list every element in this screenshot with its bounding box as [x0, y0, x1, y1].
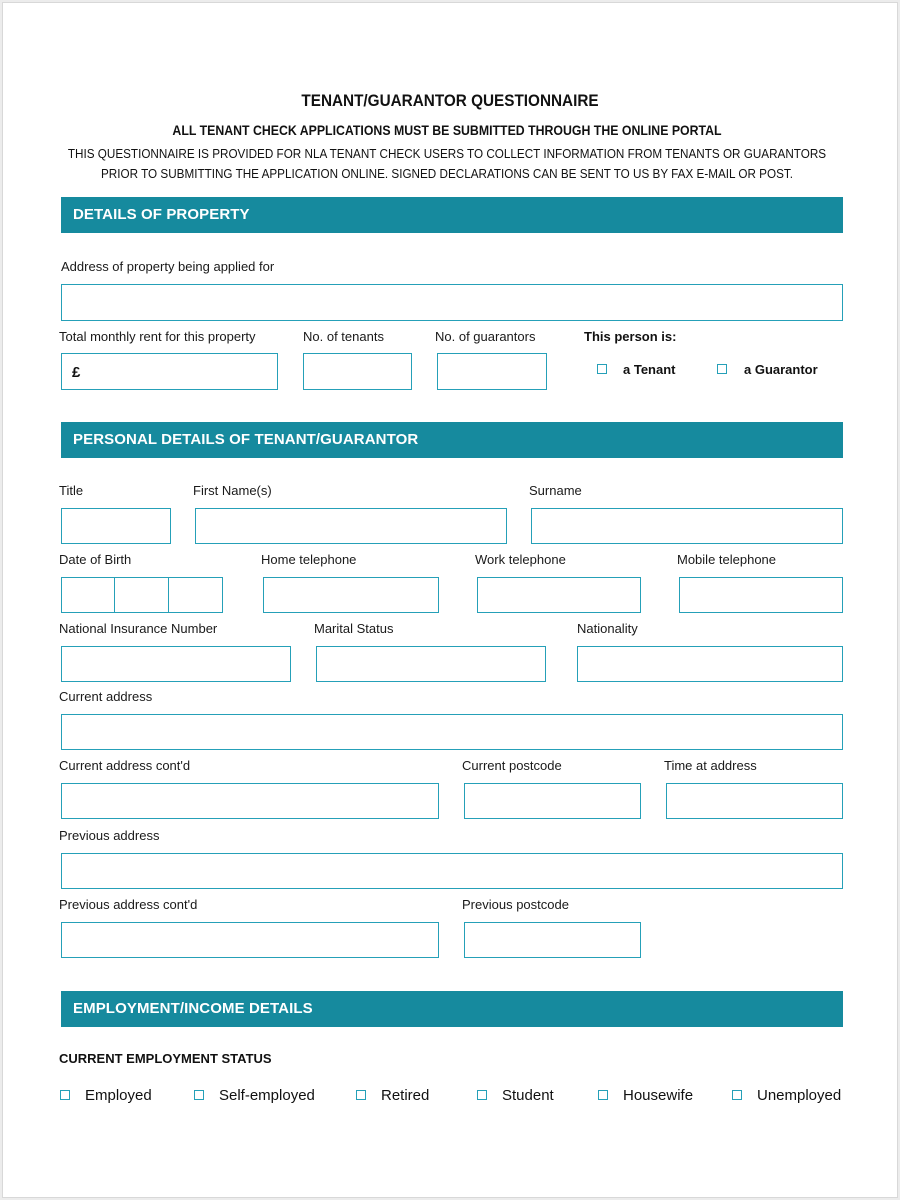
previous-address-contd-label: Previous address cont'd: [59, 897, 198, 912]
currency-symbol: £: [72, 364, 81, 381]
marital-status-label: Marital Status: [314, 621, 394, 636]
monthly-rent-label: Total monthly rent for this property: [59, 329, 256, 344]
employment-status-label: CURRENT EMPLOYMENT STATUS: [59, 1051, 272, 1066]
current-address-contd-label: Current address cont'd: [59, 758, 191, 773]
current-address-label: Current address: [59, 689, 153, 704]
unemployed-option-label: Unemployed: [757, 1087, 842, 1104]
monthly-rent-field[interactable]: [61, 353, 278, 390]
previous-address-contd-field[interactable]: [61, 922, 439, 958]
time-at-address-field[interactable]: [666, 783, 843, 819]
num-guarantors-label: No. of guarantors: [435, 329, 536, 344]
home-tel-label: Home telephone: [261, 552, 357, 567]
self-employed-checkbox[interactable]: [194, 1090, 204, 1100]
housewife-checkbox[interactable]: [598, 1090, 608, 1100]
retired-option-label: Retired: [381, 1087, 430, 1104]
marital-status-field[interactable]: [316, 646, 546, 682]
previous-address-label: Previous address: [59, 828, 160, 843]
previous-address-field[interactable]: [61, 853, 843, 889]
title-field[interactable]: [61, 508, 171, 544]
unemployed-checkbox[interactable]: [732, 1090, 742, 1100]
work-tel-field[interactable]: [477, 577, 641, 613]
dob-field[interactable]: [61, 577, 223, 613]
previous-postcode-label: Previous postcode: [462, 897, 569, 912]
ni-number-field[interactable]: [61, 646, 291, 682]
dob-divider: [168, 578, 169, 612]
form-page: [2, 2, 898, 1198]
first-name-field[interactable]: [195, 508, 507, 544]
housewife-option-label: Housewife: [623, 1087, 694, 1104]
num-tenants-field[interactable]: [303, 353, 412, 390]
previous-postcode-field[interactable]: [464, 922, 641, 958]
form-title: TENANT/GUARANTOR QUESTIONNAIRE: [301, 91, 599, 110]
property-address-field[interactable]: [61, 284, 843, 321]
intro-line-2: PRIOR TO SUBMITTING THE APPLICATION ONLINE. SIGNED DECLARATIONS CAN BE SENT TO US BY FAX E-MAIL OR POST.: [101, 166, 793, 181]
title-label: Title: [59, 483, 84, 498]
section-header-property: DETAILS OF PROPERTY: [61, 197, 843, 233]
dob-divider: [114, 578, 115, 612]
form-subtitle: ALL TENANT CHECK APPLICATIONS MUST BE SUBMITTED THROUGH THE ONLINE PORTAL: [172, 122, 722, 138]
current-address-field[interactable]: [61, 714, 843, 750]
property-address-label: Address of property being applied for: [61, 259, 275, 274]
intro-line-1: THIS QUESTIONNAIRE IS PROVIDED FOR NLA TENANT CHECK USERS TO COLLECT INFORMATION FROM TENANTS OR GUARANTORS: [67, 146, 827, 161]
mobile-tel-field[interactable]: [679, 577, 843, 613]
current-postcode-field[interactable]: [464, 783, 641, 819]
employed-option-label: Employed: [85, 1087, 152, 1104]
surname-label: Surname: [529, 483, 582, 498]
tenant-option-label: a Tenant: [623, 362, 676, 377]
self-employed-option-label: Self-employed: [219, 1087, 315, 1104]
section-header-personal: PERSONAL DETAILS OF TENANT/GUARANTOR: [61, 422, 843, 458]
person-type-label: This person is:: [584, 329, 677, 344]
num-guarantors-field[interactable]: [437, 353, 547, 390]
work-tel-label: Work telephone: [475, 552, 566, 567]
section-header-employment: EMPLOYMENT/INCOME DETAILS: [61, 991, 843, 1027]
guarantor-checkbox[interactable]: [717, 364, 727, 374]
guarantor-option-label: a Guarantor: [744, 362, 818, 377]
student-checkbox[interactable]: [477, 1090, 487, 1100]
time-at-address-label: Time at address: [664, 758, 757, 773]
surname-field[interactable]: [531, 508, 843, 544]
first-name-label: First Name(s): [193, 483, 272, 498]
retired-checkbox[interactable]: [356, 1090, 366, 1100]
tenant-checkbox[interactable]: [597, 364, 607, 374]
student-option-label: Student: [502, 1087, 554, 1104]
ni-number-label: National Insurance Number: [59, 621, 218, 636]
num-tenants-label: No. of tenants: [303, 329, 384, 344]
current-address-contd-field[interactable]: [61, 783, 439, 819]
employed-checkbox[interactable]: [60, 1090, 70, 1100]
nationality-field[interactable]: [577, 646, 843, 682]
current-postcode-label: Current postcode: [462, 758, 562, 773]
home-tel-field[interactable]: [263, 577, 439, 613]
mobile-tel-label: Mobile telephone: [677, 552, 777, 567]
nationality-label: Nationality: [577, 621, 638, 636]
dob-label: Date of Birth: [59, 552, 132, 567]
